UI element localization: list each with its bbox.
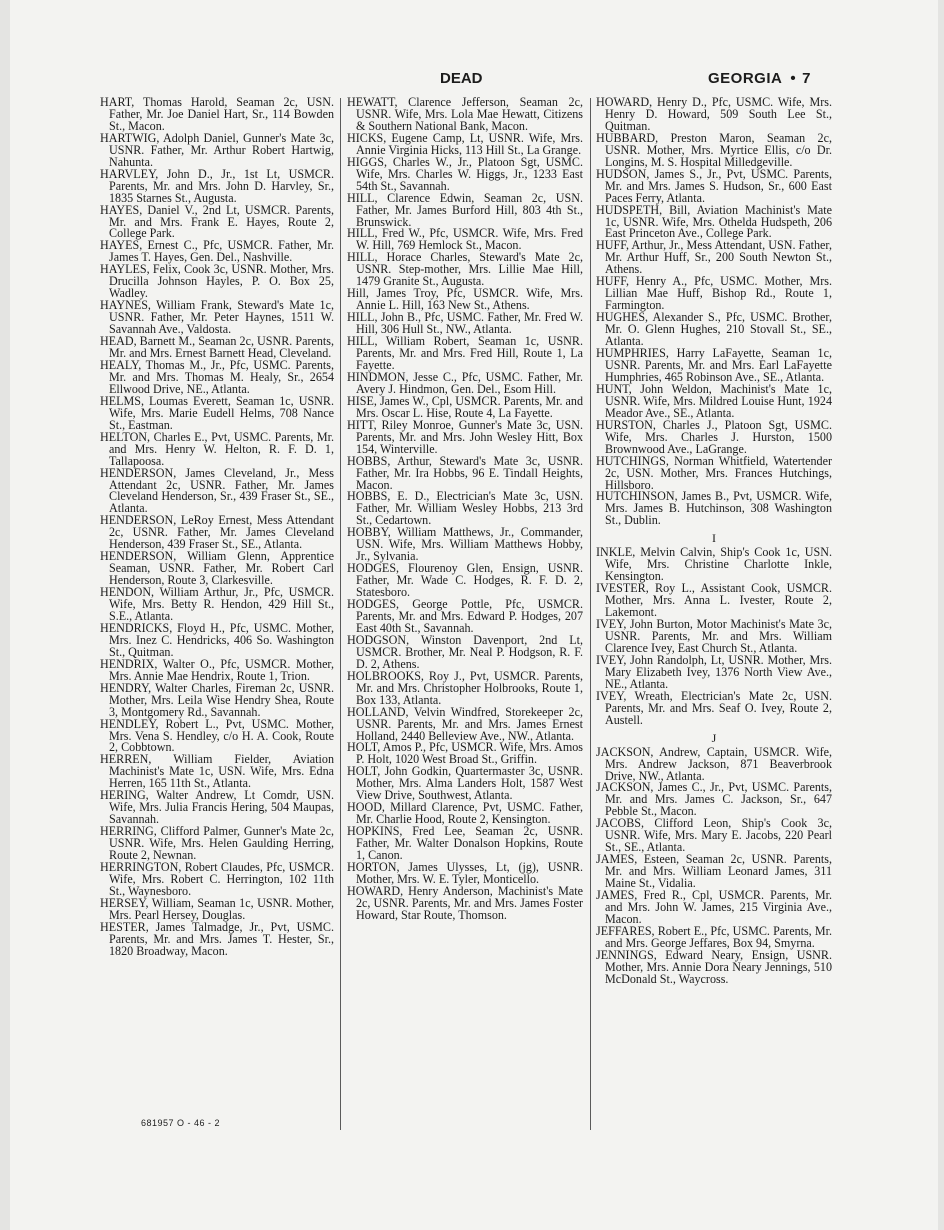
casualty-entry: HUTCHINSON, James B., Pvt, USMCR. Wife, Mrs. James B. Hutchinson, 308 Washington St., Dublin. [596,489,832,528]
casualty-entry: HERSEY, William, Seaman 1c, USNR. Mother, Mrs. Pearl Hersey, Douglas. [100,895,334,922]
casualty-entry: HILL, Horace Charles, Steward's Mate 2c, USNR. Step-mother, Mrs. Lillie Mae Hill, 1479 Granite St., Augusta. [347,250,583,289]
column-divider [590,98,591,1130]
casualty-entry: HOWARD, Henry Anderson, Machinist's Mate 2c, USNR. Parents, Mr. and Mrs. James Foster Howard, Star Route, Thomson. [347,883,583,922]
casualty-entry: HENDERSON, William Glenn, Apprentice Seaman, USNR. Father, Mr. Robert Carl Henderson, Route 3, Clarkesville. [100,549,334,588]
casualty-entry: IVEY, John Burton, Motor Machinist's Mate 3c, USNR. Parents, Mr. and Mrs. William Clarence Ivey, East Church St., Atlanta. [596,617,832,655]
casualty-entry: HUDSPETH, Bill, Aviation Machinist's Mate 1c, USNR. Wife, Mrs. Othelda Hudspeth, 206 East Princeton Ave., College Park. [596,202,832,241]
casualty-entry: HOBBS, Arthur, Steward's Mate 3c, USNR. Father, Mr. Ira Hobbs, 96 E. Tindall Heights, Macon. [347,453,583,492]
casualty-entry: HIGGS, Charles W., Jr., Platoon Sgt, USMC. Wife, Mrs. Charles W. Higgs, Jr., 1233 East 54th St., Savannah. [347,154,583,193]
casualty-entry: HENDON, William Arthur, Jr., Pfc, USMCR. Wife, Mrs. Betty R. Hendon, 429 Hill St., S.E., Atlanta. [100,585,334,623]
casualty-entry: HODGES, George Pottle, Pfc, USMCR. Parents, Mr. and Mrs. Edward P. Hodges, 207 East 40th St., Savannah. [347,597,583,635]
casualty-entry: IVESTER, Roy L., Assistant Cook, USMCR. Mother, Mrs. Anna L. Ivester, Route 2, Lakemont. [596,581,832,620]
document-page [10,0,938,1230]
casualty-entry: HUBBARD, Preston Maron, Seaman 2c, USNR. Mother, Mrs. Myrtice Ellis, c/o Dr. Longins, M. S. Hospital Milledgeville. [596,130,832,169]
section-letter: J [711,730,717,745]
casualty-entry: HOLLAND, Velvin Windfred, Storekeeper 2c, USNR. Parents, Mr. and Mrs. James Ernest Holland, 2440 Belleview Ave., NW., Atlanta. [347,704,583,743]
casualty-entry: HINDMON, Jesse C., Pfc, USMC. Father, Mr. Avery J. Hindmon, Gen. Del., Esom Hill. [347,369,583,396]
casualty-entry: HISE, James W., Cpl, USMCR. Parents, Mr. and Mrs. Oscar L. Hise, Route 4, La Fayette. [347,393,583,420]
casualty-entry: HAYLES, Felix, Cook 3c, USNR. Mother, Mrs. Drucilla Johnson Hayles, P. O. Box 25, Wadley. [100,262,334,301]
casualty-entry: HUFF, Arthur, Jr., Mess Attendant, USN. Father, Mr. Arthur Huff, Sr., 200 South Newton St., Athens. [596,238,832,277]
casualty-entry: HELTON, Charles E., Pvt, USMC. Parents, Mr. and Mrs. Henry W. Helton, R. F. D. 1, Tallapoosa. [100,429,334,468]
casualty-entry: HURSTON, Charles J., Platoon Sgt, USMC. Wife, Mrs. Charles J. Hurston, 1500 Brownwood Ave., LaGrange. [596,417,832,456]
casualty-entry: HOOD, Millard Clarence, Pvt, USMC. Father, Mr. Charlie Hood, Route 2, Kensington. [347,800,583,827]
casualty-entry: HARVLEY, John D., Jr., 1st Lt, USMCR. Parents, Mr. and Mrs. John D. Harvley, Sr., 1835 Starnes St., Augusta. [100,166,334,205]
state-page-label [708,70,811,87]
casualty-entry: HELMS, Loumas Everett, Seaman 1c, USNR. Wife, Mrs. Marie Eudell Helms, 708 Nance St., Eastman. [100,393,334,432]
casualty-entry: HARTWIG, Adolph Daniel, Gunner's Mate 3c, USNR. Father, Mr. Arthur Robert Hartwig, Nahunta. [100,130,334,169]
casualty-entry: HERING, Walter Andrew, Lt Comdr, USN. Wife, Mrs. Julia Francis Hering, 504 Maupas, Savannah. [100,788,334,827]
casualty-entry: HOWARD, Henry D., Pfc, USMC. Wife, Mrs. Henry D. Howard, 509 South Lee St., Quitman. [596,95,832,133]
casualty-entry: HOBBS, E. D., Electrician's Mate 3c, USN. Father, Mr. William Wesley Hobbs, 213 3rd St., Cedartown. [347,489,583,528]
column-1 [100,97,334,958]
casualty-entry: HODGES, Flourenoy Glen, Ensign, USNR. Father, Mr. Wade C. Hodges, R. F. D. 2, Statesboro. [347,561,583,600]
casualty-entry: HUFF, Henry A., Pfc, USMC. Mother, Mrs. Lillian Mae Huff, Bishop Rd., Route 1, Farmington. [596,274,832,313]
casualty-entry: HEALY, Thomas M., Jr., Pfc, USMC. Parents, Mr. and Mrs. Thomas M. Healy, Sr., 2654 Ellwood Drive, NE., Atlanta. [100,357,334,396]
casualty-entry: HUNT, John Weldon, Machinist's Mate 1c, USNR. Wife, Mrs. Mildred Louise Hunt, 1924 Meador Ave., SE., Atlanta. [596,381,832,420]
casualty-entry: HUMPHRIES, Harry LaFayette, Seaman 1c, USNR. Parents, Mr. and Mrs. Earl LaFayette Humphries, 465 Robinson Ave., SE., Atlanta. [596,346,832,384]
casualty-entry: HERRINGTON, Robert Claudes, Pfc, USMCR. Wife, Mrs. Robert C. Herrington, 102 11th St., Waynesboro. [100,860,334,898]
state-name: GEORGIA [708,70,783,87]
casualty-entry: JACKSON, Andrew, Captain, USMCR. Wife, Mrs. Andrew Jackson, 871 Beaverbrook Drive, NW., Atlanta. [596,744,832,783]
casualty-entry: HUTCHINGS, Norman Whitfield, Watertender 2c, USN. Mother, Mrs. Frances Hutchings, Hillsboro. [596,453,832,492]
casualty-entry: HENDERSON, LeRoy Ernest, Mess Attendant 2c, USNR. Father, Mr. James Cleveland Henderson, 439 Fraser St., SE., Atlanta. [100,513,334,552]
casualty-entry: HENDLEY, Robert L., Pvt, USMC. Mother, Mrs. Vena S. Hendley, c/o H. A. Cook, Route 2, Cobbtown. [100,716,334,755]
bullet-separator: • [790,70,797,87]
casualty-entry: HOLBROOKS, Roy J., Pvt, USMCR. Parents, Mr. and Mrs. Christopher Holbrooks, Route 1, Box 133, Atlanta. [347,668,583,707]
casualty-entry: HART, Thomas Harold, Seaman 2c, USN. Father, Mr. Joe Daniel Hart, Sr., 114 Bowden St., Macon. [100,95,334,133]
print-code: 681957 O - 46 - 2 [141,1118,221,1128]
casualty-entry: JAMES, Esteen, Seaman 2c, USNR. Parents, Mr. and Mrs. William Leonard James, 311 Maine St., Vidalia. [596,852,832,891]
casualty-entry: JACOBS, Clifford Leon, Ship's Cook 3c, USNR. Wife, Mrs. Mary E. Jacobs, 220 Pearl St., SE., Atlanta. [596,816,832,855]
casualty-entry: HENDRIX, Walter O., Pfc, USMCR. Mother, Mrs. Annie Mae Hendrix, Route 1, Trion. [100,656,334,683]
casualty-entry: HUGHES, Alexander S., Pfc, USMC. Brother, Mr. O. Glenn Hughes, 210 Stovall St., SE., Atlanta. [596,310,832,349]
column-2 [347,97,583,922]
casualty-entry: JEFFARES, Robert E., Pfc, USMC. Parents, Mr. and Mrs. George Jeffares, Box 94, Smyrna. [596,923,832,950]
page-header [10,70,938,92]
column-3 [596,97,832,986]
casualty-entry: HUDSON, James S., Jr., Pvt, USMC. Parents, Mr. and Mrs. James S. Hudson, Sr., 600 East Paces Ferry, Atlanta. [596,166,832,205]
casualty-entry: HOLT, Amos P., Pfc, USMCR. Wife, Mrs. Amos P. Holt, 1020 West Broad St., Griffin. [347,740,583,767]
casualty-entry: HENDRY, Walter Charles, Fireman 2c, USNR. Mother, Mrs. Leila Wise Hendry Shea, Route 3, Montgomery Rd., Savannah. [100,680,334,719]
casualty-entry: HESTER, James Talmadge, Jr., Pvt, USMC. Parents, Mr. and Mrs. James T. Hester, Sr., 1820 Broadway, Macon. [100,919,334,958]
casualty-entry: HOPKINS, Fred Lee, Seaman 2c, USNR. Father, Mr. Walter Donalson Hopkins, Route 1, Canon. [347,824,583,863]
casualty-entry: HODGSON, Winston Davenport, 2nd Lt, USMCR. Brother, Mr. Neal P. Hodgson, R. F. D. 2, Athens. [347,632,583,671]
casualty-entry: HOLT, John Godkin, Quartermaster 3c, USNR. Mother, Mrs. Alma Landers Holt, 1587 West View Drive, Southwest, Atlanta. [347,764,583,803]
casualty-entry: HERRING, Clifford Palmer, Gunner's Mate 2c, USNR. Wife, Mrs. Helen Gaulding Herring, Route 2, Newnan. [100,824,334,863]
page-number: 7 [802,70,811,87]
casualty-entry: HAYNES, William Frank, Steward's Mate 1c, USNR. Father, Mr. Peter Haynes, 1511 W. Savannah Ave., Valdosta. [100,298,334,337]
casualty-entry: HILL, John B., Pfc, USMC. Father, Mr. Fred W. Hill, 306 Hull St., NW., Atlanta. [347,310,583,337]
casualty-entry: Hill, James Troy, Pfc, USMCR. Wife, Mrs. Annie L. Hill, 163 New St., Athens. [347,286,583,313]
casualty-entry: JENNINGS, Edward Neary, Ensign, USNR. Mother, Mrs. Annie Dora Neary Jennings, 510 McDonald St., Waycross. [596,947,832,986]
casualty-entry: HICKS, Eugene Camp, Lt, USNR. Wife, Mrs. Annie Virginia Hicks, 113 Hill St., La Grange. [347,130,583,157]
casualty-entry: HOBBY, William Matthews, Jr., Commander, USN. Wife, Mrs. William Matthews Hobby, Jr., Sylvania. [347,525,583,564]
casualty-entry: HAYES, Ernest C., Pfc, USMCR. Father, Mr. James T. Hayes, Gen. Del., Nashville. [100,238,334,265]
casualty-entry: HENDRICKS, Floyd H., Pfc, USMC. Mother, Mrs. Inez C. Hendricks, 406 So. Washington St., Quitman. [100,620,334,659]
section-title: DEAD [440,70,483,87]
casualty-entry: INKLE, Melvin Calvin, Ship's Cook 1c, USN. Wife, Mrs. Christine Charlotte Inkle, Kensington. [596,545,832,584]
casualty-entry: JACKSON, James C., Jr., Pvt, USMC. Parents, Mr. and Mrs. James C. Jackson, Sr., 647 Pebble St., Macon. [596,780,832,819]
casualty-entry: HAYES, Daniel V., 2nd Lt, USMCR. Parents, Mr. and Mrs. Frank E. Hayes, Route 2, College Park. [100,202,334,241]
casualty-entry: IVEY, Wreath, Electrician's Mate 2c, USN. Parents, Mr. and Mrs. Seaf O. Ivey, Route 2, Austell. [596,688,832,727]
casualty-entry: IVEY, John Randolph, Lt, USNR. Mother, Mrs. Mary Elizabeth Ivey, 1376 North View Ave., NE., Atlanta. [596,652,832,691]
casualty-entry: HERREN, William Fielder, Aviation Machinist's Mate 1c, USN. Wife, Mrs. Edna Herren, 165 11th St., Atlanta. [100,752,334,791]
casualty-entry: JAMES, Fred R., Cpl, USMCR. Parents, Mr. and Mrs. John W. James, 215 Virginia Ave., Macon. [596,888,832,926]
section-letter: I [712,531,716,546]
casualty-entry: HORTON, James Ulysses, Lt, (jg), USNR. Mother, Mrs. W. E. Tyler, Monticello. [347,860,583,886]
casualty-entry: HITT, Riley Monroe, Gunner's Mate 3c, USN. Parents, Mr. and Mrs. John Wesley Hitt, Box 154, Winterville. [347,417,583,456]
column-divider [340,98,341,1130]
casualty-entry: HILL, Fred W., Pfc, USMCR. Wife, Mrs. Fred W. Hill, 769 Hemlock St., Macon. [347,226,583,253]
casualty-entry: HEAD, Barnett M., Seaman 2c, USNR. Parents, Mr. and Mrs. Ernest Barnett Head, Cleveland. [100,334,334,361]
casualty-entry: HENDERSON, James Cleveland, Jr., Mess Attendant 2c, USNR. Father, Mr. James Cleveland Henderson, Sr., 439 Fraser St., SE., Atlanta. [100,465,334,516]
casualty-entry: HILL, William Robert, Seaman 1c, USNR. Parents, Mr. and Mrs. Fred Hill, Route 1, La Fayette. [347,334,583,372]
casualty-entry: HEWATT, Clarence Jefferson, Seaman 2c, USNR. Wife, Mrs. Lola Mae Hewatt, Citizens & Southern National Bank, Macon. [347,95,583,133]
casualty-entry: HILL, Clarence Edwin, Seaman 2c, USN. Father, Mr. James Burford Hill, 803 4th St., Brunswick. [347,190,583,229]
